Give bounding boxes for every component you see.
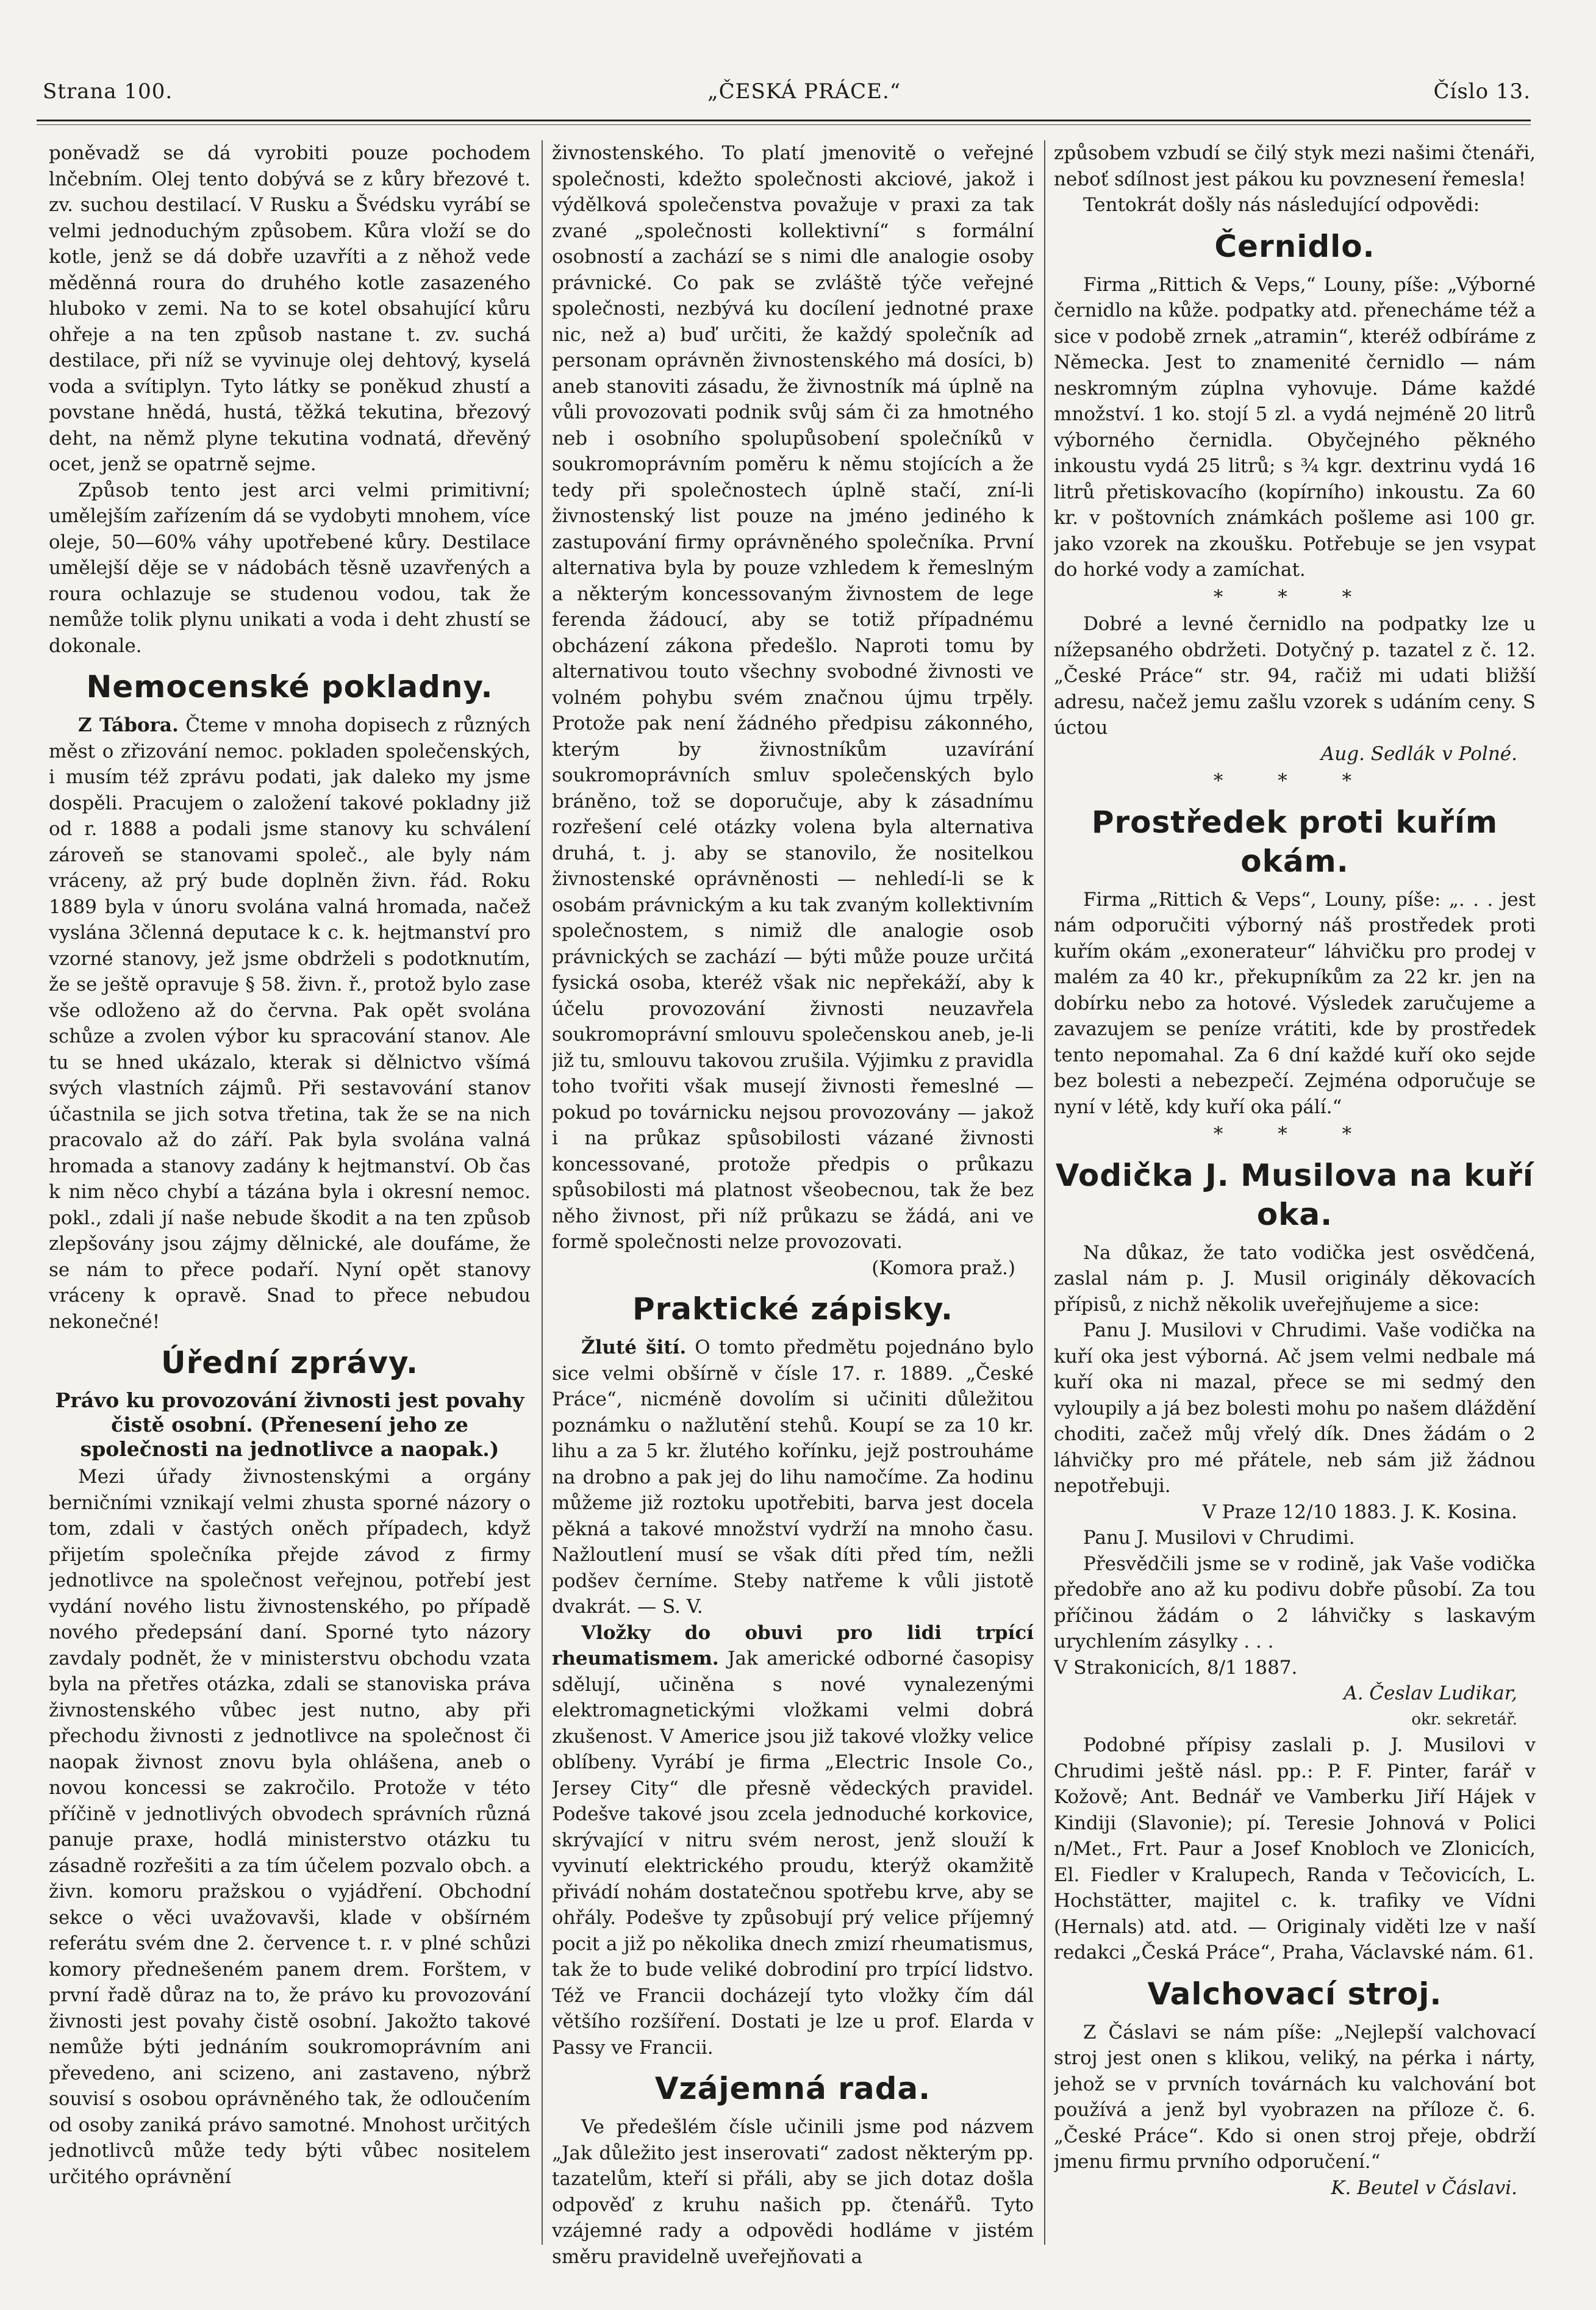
article-text: Z Čáslavi se nám píše: „Nejlepší valchovací stroj jest onen s klikou, veliký, na pérka i nárty, jehož se v prvních továrnách ku valchování bot používá a jenž byl vyobrazen na příloze č. 6. „České Práce“. Kdo si onen stroj přeje, obdrží jmenu firmu prvního odporučení.“ — [1054, 2021, 1536, 2173]
article-text: Dobré a levné černidlo na podpatky lze u nížepsaného obdržeti. Dotyčný p. tazatel z č. 12. „České Práce“ str. 94, račiž mi udati bližší adresu, načež jemu zašlu vzorek s udáním ceny. S úctou — [1054, 613, 1536, 739]
article-paragraph — [552, 1620, 1034, 2061]
signature: A. Česlav Ludikar, — [1344, 1682, 1517, 1704]
section-heading: Vzájemná rada. — [654, 2071, 931, 2106]
article-text: Firma „Rittich & Veps,“ Louny, píše: „Výborné černidlo na kůže. podpatky atd. přenecháme též a sice v podobě zrnek „atramin“, kteréž odbíráme z Německa. Jest to znamenité černidlo — nám neskromným zúplna vyhovuje. Dáme každé množství. 1 ko. stojí 5 zl. a vydá nejméně 20 litrů výborného černidla. Obyčejného pěkného inkoustu vydá 25 litrů; s ¾ kgr. dextrinu vydá 16 litrů přetiskovacího (kopírního) inkoustu. Za 60 kr. v poštovních známkách pošleme asi 100 gr. jako vzorek na zkoušku. Potřebuje se jen vsypat do horké vody a zamíchat. — [1054, 273, 1536, 581]
header-rule — [37, 120, 1531, 121]
signature: K. Beutel v Čáslavi. — [1331, 2176, 1517, 2199]
header-rule-thin — [37, 124, 1531, 125]
article-text: Mezi úřady živnostenskými a orgány berničními vznikají velmi zhusta sporné názory o tom, zdali v častých oněch případech, když přijetím společníka přejde závod z firmy jednotlivce na společnost veřejnou, potřebí jest vydání nového listu živnostenského, po případě nového předepsání daní. Sporné tyto názory zavdaly podnět, že v ministerstvu obchodu vzata byla na přetřes otázka, zdali se stanoviska práva živnostenského vůbec jest nutno, aby při přechodu živnosti z jednotlivce na společnost či naopak živnost znovu byla ohlášena, aneb o novou koncessi se zakročilo. Protože v této příčině v jednotlivých obvodech správních různá panuje praxe, hodlá ministerstvo otázku tu zásadně rozřešiti a za tím účelem pozvalo obch. a živn. komoru pražskou o vyjádření. Obchodní sekce o věci uvažovavši, klade v obšírném referátu svém dne 2. července t. r. v plné schůzi komory přednešeném panem drem. Forštem, v první řadě důraz na to, že právo ku provozování živnosti jest povahy čistě osobní. Jakožto takové nemůže býti jednáním soukromoprávním ani převedeno, ani scizeno, ani zastaveno, nýbrž souvisí s osobou oprávněného tak, že odloučením od osoby zaniká právo samotné. Mnohost určitých jednotlivců může tedy býti vůbec nositelem určitého oprávnění — [49, 1466, 531, 2188]
section-heading: Valchovací stroj. — [1147, 1976, 1442, 2012]
paragraph: Způsob tento jest arci velmi primitivní; umělejším zařízením dá se vydobyti mnohem, více oleje, 50—60% váhy upotřebené kůry. Destilace umělejší děje se v nádobách těsně uzavřených a roura ochlazuje se studenou vodou, tak že nemůže tolik plynu unikati a voda i deht zhustí se dokonale. — [49, 479, 531, 657]
article-subheading: Právo ku provozování živnosti jest povahy čistě osobní. (Přenesení jeho ze společnosti na jednotlivce a naopak.) — [55, 1388, 524, 1461]
column-2 — [552, 140, 1034, 2275]
column-1 — [49, 140, 531, 2275]
column-divider — [542, 140, 543, 2245]
paragraph: živnostenského. To platí jmenovitě o veřejné společnosti, kdežto společnosti akciové, jakož i výdělková společenstva považuje v praxi za tak zvané „společnosti kollektivní“ s formální osobností a zachází se s nimi dle analogie osoby právnické. Co pak se zvláště týče veřejné společnosti, nezbývá ku docílení jednotné praxe nic, než a) buď určiti, že každý společník ad personam oprávněn živnostenského má dosíci, b) aneb stanoviti zásadu, že živnostník má úplně na vůli provozovati podnik svůj sám či za hmotného neb i osobního spolupůsobení společníků v soukromoprávním poměru k němu stojících a že tedy při společnostech úplně stačí, zní-li živnostenský list pouze na jméno jediného k zastupování firmy oprávněného společníka. První alternativa byla by pouze vzhledem k řemeslným a některým koncessovaným živnostem de lege ferenda žádoucí, aby se totiž případnému obcházení zákona předešlo. Naproti tomu by alternativou touto všechny svobodné živnosti ve volném pohybu svém značnou újmu trpěly. Protože pak není žádného předpisu zákonného, kterým by živnostníkům uzavírání soukromoprávních smluv společenských bylo bráněno, tož se doporučuje, aby k zásadnímu rozřešení celé otázky volena byla alternativa druhá, t. j. aby se stanovilo, že nositelkou živnostenské oprávněnosti — nehledí-li se k osobám právnickým a ku tak zvaným kollektivním společnostem, s nimiž dle analogie osob právnických se zachází — býti může pouze určitá fysická osoba, kteréž však nic nepřekáží, aby k účelu provozování živnosti neuzavřela soukromoprávní smlouvu společenskou aneb, je-li již tu, smlouvu takovou zrušila. Výjimku z pravidla toho tvořiti však musejí živnosti řemeslné — pokud po továrnicku nejsou provozovány — jakož i na průkaz spůsobilosti vázané živnosti koncessované, protože předpis o průkazu spůsobilosti má platnost všeobecnou, tak že bez něho živnost, při níž průkazu se žádá, ani ve formě společnosti nelze provozovati. — [552, 142, 1034, 1253]
section-heading: Nemocenské pokladny. — [86, 669, 493, 705]
article-text: Firma „Rittich & Veps“, Louny, píše: „. . . jest nám odporučiti výborný náš prostředek proti kuřím okám „exonerateur“ láhvičku pro prodej v malém za 40 kr., překupníkům za 22 kr. jen na dobírku nebo za hotové. Výsledek zaručujeme a zavazujem se peníze vrátiti, kde by prostředek tento nepomahal. Za 6 dní každé kuří oko sejde bez bolesti a nebezpečí. Zejména odporučuje se nyní v létě, kdy kuří oka pálí.“ — [1054, 888, 1536, 1118]
separator-stars: * * * — [1213, 770, 1376, 792]
article-text: Podobné přípisy zaslali p. J. Musilovi v Chrudimi ještě násl. pp.: P. F. Pinter, farář v Kožově; Ant. Bednář ve Vamberku Jiří Hájek v Kindiji (Slavonie); pí. Teresie Johnová v Polici n/Met., Frt. Paur a Josef Knobloch ve Zlonicích, El. Fiedler v Kralupech, Randa v Tečovicích, L. Hochstätter, majitel c. k. trafiky ve Vídni (Hernals) atd. atd. — Originaly viděti lze v naší redakci „Česká Práce“, Praha, Václavské nám. 61. — [1054, 1734, 1536, 1964]
article-text: Ve předešlém čísle učinili jsme pod názvem „Jak důležito jest inserovati“ zadost některým pp. tazatelům, kteří si přáli, aby se jich dotaz došla odpověď z kruhu našich pp. čtenářů. Tyto vzájemné rady a odpovědi hodláme v jistém směru pravidelně uveřejňovati a — [552, 2116, 1034, 2268]
article-text: Přesvědčili jsme se v rodině, jak Vaše vodička předobře ano až ku podivu dobře působí. Za tou příčinou žádám o 2 láhvičky s laskavým urychlením zásylky . . . — [1054, 1552, 1536, 1652]
column-3 — [1054, 140, 1536, 2275]
signature: V Praze 12/10 1883. J. K. Kosina. — [1202, 1501, 1517, 1523]
section-heading: Černidlo. — [1214, 228, 1375, 264]
dateline: V Strakonicích, 8/1 1887. — [1054, 1656, 1298, 1679]
article-text: Jak americké odborné časopisy sdělují, učiněna s nové vynalezenými elektromagnetickými vložkami velmi dobrá zkušenost. V Americe jsou již takové vložky velice oblíbeny. Vyrábí je firma „Electric Insole Co., Jersey City“ dle přesně vědeckých pravidel. Podešve takové jsou zcela jednoduché korkovice, skrývající v nitru svém nerost, jenž slouží k vyvinutí elektrického proudu, kterýž okamžitě přivádí nohám dostatečnou spotřebu krve, aby se ohřály. Podešve ty způsobují prý velice příjemný pocit a již po několika dnech zmizí rheumatismus, tak že to bude veliké dobrodiní pro trpící lidstvo. Též ve Francii docházejí tyto vložky čím dál většího rozšíření. Dostati je lze u prof. Elarda v Passy ve Francii. — [552, 1648, 1034, 2059]
section-heading: Úřední zprávy. — [161, 1345, 418, 1380]
section-heading: Praktické zápisky. — [632, 1291, 953, 1327]
page-header — [43, 79, 1531, 122]
section-heading: Prostředek proti kuřím okám. — [1091, 804, 1498, 879]
issue-number: Číslo 13. — [1433, 79, 1531, 104]
page-number: Strana 100. — [43, 79, 173, 104]
paragraph: způsobem vzbudí se čilý styk mezi našimi čtenáři, neboť sdílnost jest pákou ku povznesení řemesla! — [1054, 142, 1536, 190]
article-paragraph — [49, 712, 531, 1335]
source-note: (Komora praž.) — [871, 1257, 1015, 1279]
journal-title: „ČESKÁ PRÁCE.“ — [707, 79, 901, 104]
separator-stars: * * * — [1213, 1123, 1376, 1145]
article-lead: Žluté šití. — [581, 1336, 687, 1358]
signature: Aug. Sedlák v Polné. — [1320, 742, 1517, 765]
article-text: O tomto předmětu pojednáno bylo sice velmi obšírně v čísle 17. r. 1889. „České Práce“, nicméně dovolím si učiniti důležitou poznámku o nažlutění stehů. Koupí se za 10 kr. lihu a za 5 kr. žlutého kořínku, jejž postrouháme na drobno a pak jej do lihu namočíme. Za hodinu můžeme již roztoku upotřebiti, barva jest docela pěkná a takové množství vydrží na mnoho času. Nažloutlení musí se však díti před tím, nežli podšev černíme. Steby natřeme k vůli jistotě dvakrát. — S. V. — [552, 1336, 1034, 1618]
paragraph: Tentokrát došly nás následující odpovědi: — [1083, 194, 1480, 216]
section-heading: Vodička J. Musilova na kuří oka. — [1055, 1157, 1534, 1232]
article-lead: Z Tábora. — [78, 714, 179, 736]
separator-stars: * * * — [1213, 586, 1376, 608]
article-text: Panu J. Musilovi v Chrudimi. Vaše vodička na kuří oka jest výborná. Ač jsem velmi nedbale má kuří oka ni mazal, přece se mi sedmý den vyloupily a já bez bolesti mohu po našem dláždění choditi, začež můj vřelý dík. Dnes žádám o 2 láhvičky pro mé přátele, neb sám již žádnou nepotřebuji. — [1054, 1319, 1536, 1497]
signature-role: okr. sekretář. — [1411, 1710, 1517, 1729]
article-paragraph — [552, 1335, 1034, 1620]
article-text: Čteme v mnoha dopisech z různých měst o zřizování nemoc. pokladen společenských, i musím též zprávu podati, jak daleko my jsme dospěli. Pracujem o založení takové pokladny již od r. 1888 a podali jsme stanovy ku schválení zároveň se stanovami společ., ale byly nám vráceny, až prý bude doplněn živn. řád. Roku 1889 byla v únoru svolána valná hromada, načež vyslána 3členná deputace k c. k. hejtmanství pro vzorné stanovy, jež jsme obdrželi s podotknutím, že se ještě opravuje § 58. živn. ř., protož bylo zase vše odloženo až do června. Pak opět svolána schůze a zvolen výbor ku spracování stanov. Ale tu se hned ukázalo, kterak si dělnictvo všímá svých vlastních zájmů. Při sestavování stanov účastnila se jich sotva třetina, tak že se na nich pracovalo až do září. Pak byla svolána valná hromada a stanovy zadány k hejtmanství. Ob čas k nim něco chybí a tázána byla i okresní nemoc. pokl., zdali jí naše nebude škodit a na ten způsob zlepšovány jsou zájmy dělnické, ale doufáme, že se nám to přece podaří. Nyní opět stanovy vráceny k opravě. Snad to přece nebudou nekonečné! — [49, 714, 531, 1333]
paragraph: poněvadž se dá vyrobiti pouze pochodem lnčebním. Olej tento dobývá se z kůry březové t. zv. suchou destilací. V Rusku a Švédsku vyrábí se velmi jednoduchým způsobem. Kůra vloží se do kotle, jenž se dá dobře uzavříti a z něhož vede měděnná roura do druhého kotle zasazeného hluboko v zemi. Na to se kotel obsahující kůru ohřeje a na ten způsob nastane t. zv. suchá destilace, při níž se vyvinuje olej dehtový, kyselá voda a svítiplyn. Tyto látky se poněkud zhustí a povstane hnědá, hustá, těžká tekutina, březový deht, na němž plyne tekutina vodnatá, dřevěný ocet, jenž se opatrně sejme. — [49, 142, 531, 475]
article-lead: Vložky do obuvi pro lidi trpící rheumatismem. — [552, 1621, 1034, 1670]
article-text: Panu J. Musilovi v Chrudimi. — [1083, 1527, 1355, 1549]
column-divider — [1044, 140, 1045, 2245]
article-text: Na důkaz, že tato vodička jest osvědčená, zaslal nám p. J. Musil originály děkovacích přípisů, z nichž několik uveřejňujeme a sice: — [1054, 1241, 1536, 1316]
